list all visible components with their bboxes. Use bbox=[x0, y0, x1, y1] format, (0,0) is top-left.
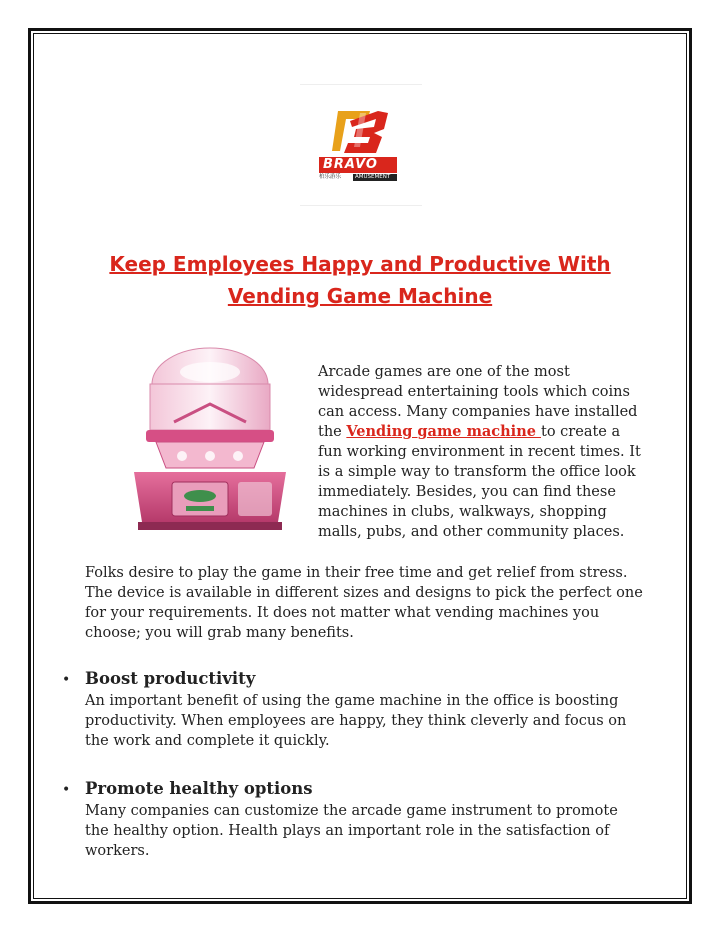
bullet-heading-promote-healthy-options: Promote healthy options bbox=[85, 779, 313, 798]
bullet-text-boost-productivity: An important benefit of using the game machine in the office is boosting productivity. When employees are happy, they think cleverly and focus on the work and complete it quickly. bbox=[85, 693, 627, 749]
intro-paragraph bbox=[318, 362, 648, 542]
arcade-machine-image bbox=[128, 344, 292, 534]
bullet-icon: • bbox=[62, 672, 71, 688]
brand-logo bbox=[300, 84, 422, 206]
body-paragraph: Folks desire to play the game in their free time and get relief from stress. The device is available in different sizes and designs to pick the perfect one for your requirements. It does not matter what vending machines you choose; you will grab many benefits. bbox=[85, 565, 643, 641]
page-title: Keep Employees Happy and Productive With Vending Game Machine bbox=[109, 252, 611, 308]
logo-wordmark: BRAVO bbox=[319, 157, 397, 173]
bullet-text-promote-healthy-options: Many companies can customize the arcade game instrument to promote the healthy option. Health plays an important role in the satisfaction of workers. bbox=[85, 803, 618, 859]
intro-text-after: to create a fun working environment in recent times. It is a simple way to transform the office look immediately. Besides, you can find these machines in clubs, walkways, shopping malls, pubs, and other community places. bbox=[318, 424, 641, 540]
vending-game-machine-link[interactable]: Vending game machine bbox=[346, 423, 542, 440]
logo-amusement-text: AMUSEMENT bbox=[353, 174, 397, 181]
bullet-icon: • bbox=[62, 782, 71, 798]
bullet-heading-boost-productivity: Boost productivity bbox=[85, 669, 256, 688]
intro-text-before: Arcade games are one of the most widespread entertaining tools which coins can access. Many companies have installed the bbox=[318, 364, 638, 440]
logo-subtitle bbox=[319, 174, 397, 181]
logo-chinese-text: 柏乐游乐 bbox=[319, 174, 342, 180]
bravo-logo-mark bbox=[330, 107, 392, 155]
